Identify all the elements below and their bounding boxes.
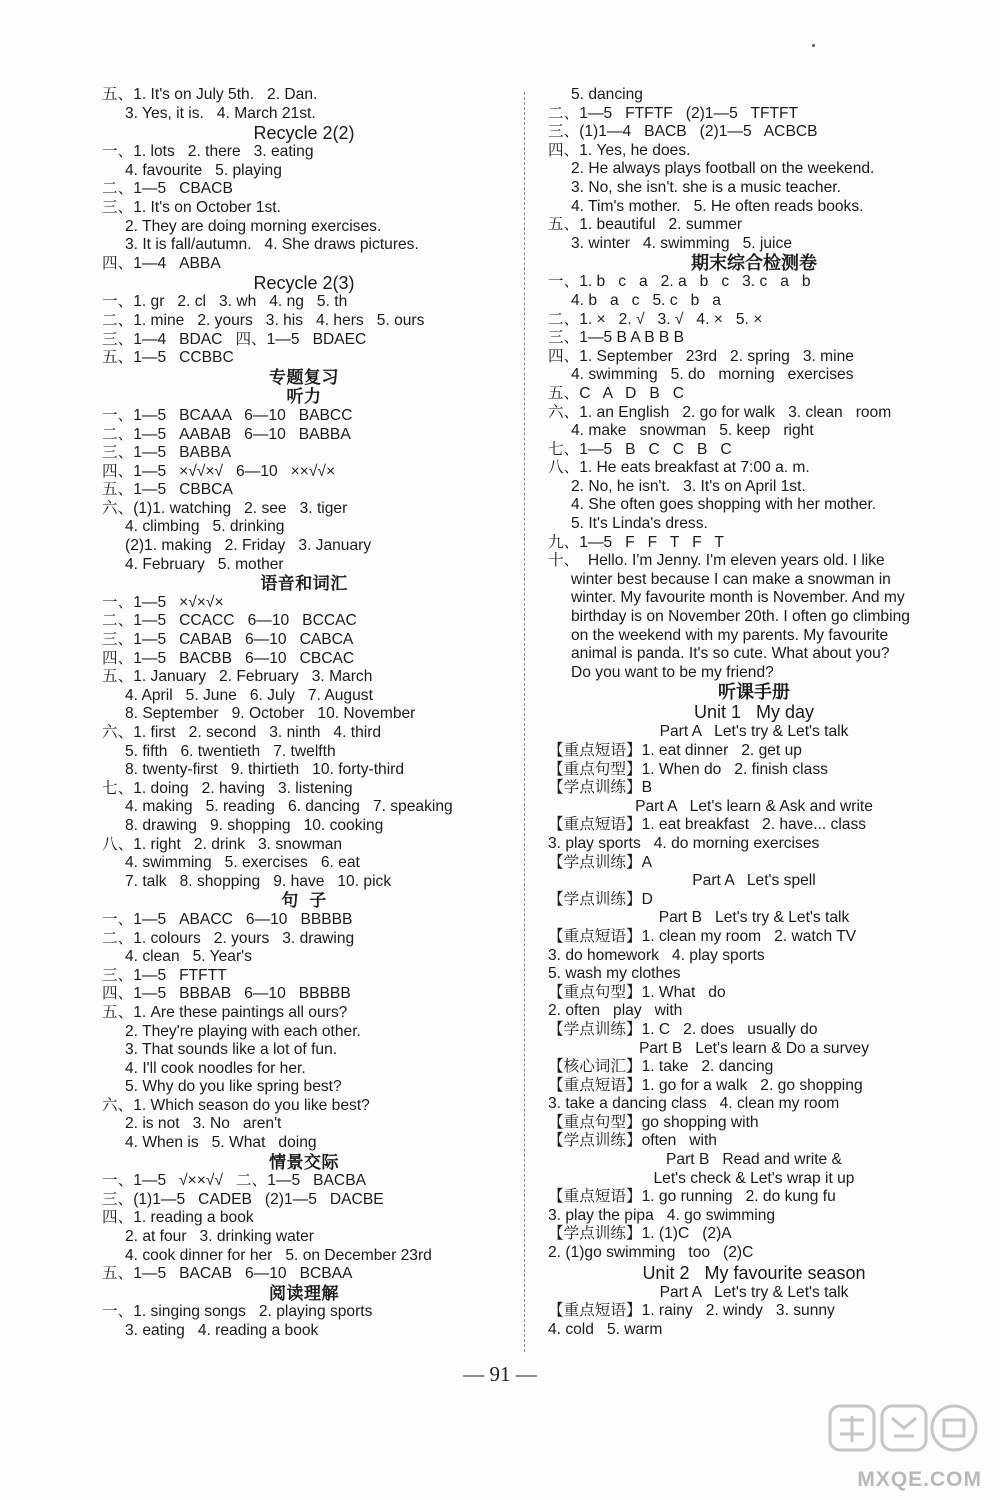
scan-speck [812, 44, 815, 47]
answer-line: 【学点训练】A [548, 853, 652, 871]
answer-line: 3. That sounds like a lot of fun. [125, 1041, 338, 1059]
answer-line: 【学点训练】D [548, 890, 653, 908]
answer-line: 【重点句型】1. When do 2. finish class [548, 760, 828, 778]
answer-line: 8. drawing 9. shopping 10. cooking [125, 816, 384, 834]
answer-line: 5. dancing [571, 86, 643, 103]
answer-line: 五、1—5 BACAB 6—10 BCBAA [102, 1265, 353, 1283]
answer-line: 六、1. an English 2. go for walk 3. clean room [548, 403, 892, 421]
answer-line: 4. climbing 5. drinking [125, 518, 285, 536]
answer-line: 【学点训练】B [548, 779, 652, 797]
left-column [102, 86, 506, 1341]
answer-line: 七、1. doing 2. having 3. listening [102, 779, 353, 797]
answer-line: 5. It's Linda's dress. [571, 515, 708, 533]
answer-line: 十、 Hello. I'm Jenny. I'm eleven years old. I like [548, 552, 885, 570]
answer-line: animal is panda. It's so cute. What about you? [571, 645, 890, 663]
section-heading: Let's check & Let's wrap it up [653, 1169, 855, 1187]
answer-line: 4. b a c 5. c b a [571, 291, 721, 309]
answer-line: 三、(1)1—5 CADEB (2)1—5 DACBE [102, 1190, 384, 1208]
answer-line: 4. swimming 5. exercises 6. eat [125, 854, 360, 872]
answer-line: Do you want to be my friend? [571, 663, 774, 681]
answer-line: 4. swimming 5. do morning exercises [571, 366, 854, 384]
answer-line: 一、1. b c a 2. a b c 3. c a b [548, 273, 811, 291]
answer-line: 【重点短语】1. eat dinner 2. get up [548, 742, 802, 759]
answer-line: 四、1. September 23rd 2. spring 3. mine [548, 347, 854, 365]
answer-line: 4. favourite 5. playing [125, 161, 282, 179]
answer-line: on the weekend with my parents. My favourite [571, 626, 889, 644]
answer-line: 五、1. Are these paintings all ours? [102, 1003, 348, 1021]
answer-line: 3. eating 4. reading a book [125, 1322, 319, 1339]
answer-line: 一、1—5 ABACC 6—10 BBBBB [102, 910, 353, 928]
answer-line: 三、1—5 B A B B B [548, 329, 685, 347]
answer-line: 六、(1)1. watching 2. see 3. tiger [102, 499, 348, 517]
section-heading: 听课手册 [718, 682, 790, 703]
answer-line: 2. No, he isn't. 3. It's on April 1st. [571, 477, 806, 495]
answer-line: 3. Yes, it is. 4. March 21st. [125, 104, 316, 122]
column-divider [524, 92, 525, 1352]
section-heading: Part A Let's try & Let's talk [659, 1283, 849, 1301]
answer-line: 4. making 5. reading 6. dancing 7. speaking [125, 798, 453, 816]
answer-line: 四、1—4 ABBA [102, 254, 221, 272]
section-heading: 句 子 [281, 891, 327, 911]
answer-line: 5. fifth 6. twentieth 7. twelfth [125, 742, 336, 760]
answer-line: 五、1—5 CBBCA [102, 481, 233, 499]
answer-line: 2. They are doing morning exercises. [125, 217, 382, 235]
answer-line: 七、1—5 B C C B C [548, 440, 732, 458]
answer-line: 五、1. January 2. February 3. March [102, 668, 373, 686]
right-column [548, 86, 960, 1339]
answer-line: 五、C A D B C [548, 384, 685, 402]
answer-line: 一、1. singing songs 2. playing sports [102, 1303, 373, 1321]
section-heading: 专题复习 [269, 367, 339, 387]
answer-line: 【重点短语】1. rainy 2. windy 3. sunny [548, 1302, 835, 1320]
answer-line: 2. They're playing with each other. [125, 1022, 361, 1040]
answer-line: 二、1. colours 2. yours 3. drawing [102, 929, 355, 947]
answer-line: 3. play the pipa 4. go swimming [548, 1206, 776, 1224]
page-number: — 91 — [463, 1362, 537, 1386]
answer-line: 【学点训练】1. C 2. does usually do [548, 1020, 818, 1038]
section-heading: 听力 [286, 387, 322, 407]
answer-line: 2. often play with [548, 1002, 683, 1020]
answer-line: 八、1. right 2. drink 3. snowman [102, 835, 343, 853]
answer-line: winter best because I can make a snowman in [571, 570, 891, 588]
answer-line: 二、1—5 FTFTF (2)1—5 TFTFT [548, 104, 799, 122]
answer-line: 二、1—5 CBACB [102, 180, 233, 198]
answer-line: 2. (1)go swimming too (2)C [548, 1244, 754, 1262]
section-heading: Part B Let's try & Let's talk [658, 909, 850, 927]
answer-line: birthday is on November 20th. I often go climbing [571, 608, 910, 626]
answer-line: 4. cold 5. warm [548, 1320, 663, 1338]
answer-line: 3. It is fall/autumn. 4. She draws pictures. [125, 236, 419, 254]
answer-line: 3. winter 4. swimming 5. juice [571, 234, 792, 252]
answer-line: 二、1. mine 2. yours 3. his 4. hers 5. ours [102, 311, 425, 329]
answer-line: 四、1—5 BACBB 6—10 CBCAC [102, 649, 355, 667]
answer-line: 一、1—5 √××√√ 二、1—5 BACBA [102, 1172, 366, 1190]
answer-line: 【重点短语】1. clean my room 2. watch TV [548, 927, 857, 945]
answer-line: 五、1—5 CCBBC [102, 349, 234, 367]
answer-line: 4. make snowman 5. keep right [571, 422, 814, 440]
answer-line: 三、1. It's on October 1st. [102, 198, 281, 216]
answer-line: 7. talk 8. shopping 9. have 10. pick [125, 872, 392, 890]
answer-line: 一、1—5 BCAAA 6—10 BABCC [102, 406, 353, 424]
answer-line: 【核心词汇】1. take 2. dancing [548, 1058, 774, 1076]
answer-line: 一、1. lots 2. there 3. eating [102, 143, 314, 161]
answer-line: 一、1. gr 2. cl 3. wh 4. ng 5. th [102, 293, 348, 311]
section-heading: 语音和词汇 [260, 574, 348, 594]
answer-line: 4. February 5. mother [125, 555, 284, 573]
section-heading: Part A Let's try & Let's talk [659, 723, 849, 741]
answer-line: 5. Why do you like spring best? [125, 1078, 342, 1096]
answer-line: 【重点句型】1. What do [548, 983, 726, 1001]
section-heading: Part A Let's learn & Ask and write [635, 797, 873, 815]
section-heading: 情景交际 [269, 1152, 339, 1172]
section-heading: Part B Let's learn & Do a survey [638, 1039, 870, 1057]
answer-line: 【重点短语】1. eat breakfast 2. have... class [548, 816, 867, 834]
answer-line: 3. play sports 4. do morning exercises [548, 834, 820, 852]
answer-line: 三、1—5 FTFTT [102, 966, 227, 984]
answer-line: 【重点短语】1. go running 2. do kung fu [548, 1188, 836, 1206]
answer-line: 4. Tim's mother. 5. He often reads books. [571, 197, 864, 215]
answer-line: 四、1. reading a book [102, 1209, 254, 1227]
answer-line: 4. clean 5. Year's [125, 948, 252, 966]
section-heading: 期末综合检测卷 [691, 253, 817, 274]
section-heading: Recycle 2(2) [253, 123, 355, 144]
answer-line: 八、1. He eats breakfast at 7:00 a. m. [548, 459, 810, 477]
answer-line: 六、1. Which season do you like best? [102, 1096, 370, 1114]
section-heading: Unit 2 My favourite season [642, 1262, 866, 1283]
answer-line: 4. I'll cook noodles for her. [125, 1059, 306, 1077]
answer-line: 8. September 9. October 10. November [125, 705, 416, 723]
answer-line: (2)1. making 2. Friday 3. January [125, 537, 372, 555]
answer-line: 2. is not 3. No aren't [125, 1115, 282, 1133]
answer-line: 二、1—5 AABAB 6—10 BABBA [102, 425, 351, 443]
answer-line: 【学点训练】often with [548, 1132, 717, 1150]
section-heading: Part B Read and write & [666, 1151, 842, 1169]
section-heading: 阅读理解 [269, 1283, 339, 1303]
answer-line: 九、1—5 F F T F T [548, 533, 724, 551]
answer-line: 六、1. first 2. second 3. ninth 4. third [102, 724, 382, 741]
answer-line: 4. cook dinner for her 5. on December 23rd [125, 1246, 432, 1264]
answer-line: 4. When is 5. What doing [125, 1134, 317, 1152]
answer-line: winter. My favourite month is November. And my [571, 589, 905, 607]
answer-line: 四、1—5 BBBAB 6—10 BBBBB [102, 985, 351, 1003]
answer-line: 3. No, she isn't. she is a music teacher. [571, 178, 841, 196]
answer-line: 【重点句型】go shopping with [548, 1113, 759, 1131]
answer-line: 三、1—4 BDAC 四、1—5 BDAEC [102, 330, 367, 348]
answer-line: 3. take a dancing class 4. clean my room [548, 1095, 840, 1113]
answer-line: 四、1. Yes, he does. [548, 141, 691, 159]
answer-line: 二、1—5 CCACC 6—10 BCCAC [102, 612, 357, 630]
answer-line: 三、(1)1—4 BACB (2)1—5 ACBCB [548, 123, 818, 141]
answer-line: 8. twenty-first 9. thirtieth 10. forty-third [125, 761, 405, 779]
answer-line: 二、1. × 2. √ 3. √ 4. × 5. × [548, 310, 763, 328]
answer-line: 3. do homework 4. play sports [548, 946, 765, 964]
answer-line: 【学点训练】1. (1)C (2)A [548, 1225, 732, 1243]
answer-line: 三、1—5 CABAB 6—10 CABCA [102, 631, 354, 649]
answer-line: 2. at four 3. drinking water [125, 1228, 314, 1246]
section-heading: Unit 1 My day [693, 702, 815, 723]
answer-line: 五、1. It's on July 5th. 2. Dan. [102, 86, 318, 103]
answer-line: 三、1—5 BABBA [102, 444, 232, 462]
answer-line: 2. He always plays football on the weekend. [571, 160, 875, 178]
answer-line: 【重点短语】1. go for a walk 2. go shopping [548, 1076, 863, 1094]
section-heading: Part A Let's spell [692, 872, 816, 890]
watermark-url: MXQE.COM [857, 1468, 982, 1491]
section-heading: Recycle 2(3) [253, 273, 355, 294]
answer-line: 一、1—5 ×√×√× [102, 593, 224, 611]
answer-line: 5. wash my clothes [548, 965, 681, 983]
answer-line: 4. April 5. June 6. July 7. August [125, 686, 373, 704]
answer-line: 四、1—5 ×√√×√ 6—10 ××√√× [102, 462, 336, 480]
answer-line: 4. She often goes shopping with her mother. [571, 496, 877, 514]
answer-line: 五、1. beautiful 2. summer [548, 216, 743, 234]
